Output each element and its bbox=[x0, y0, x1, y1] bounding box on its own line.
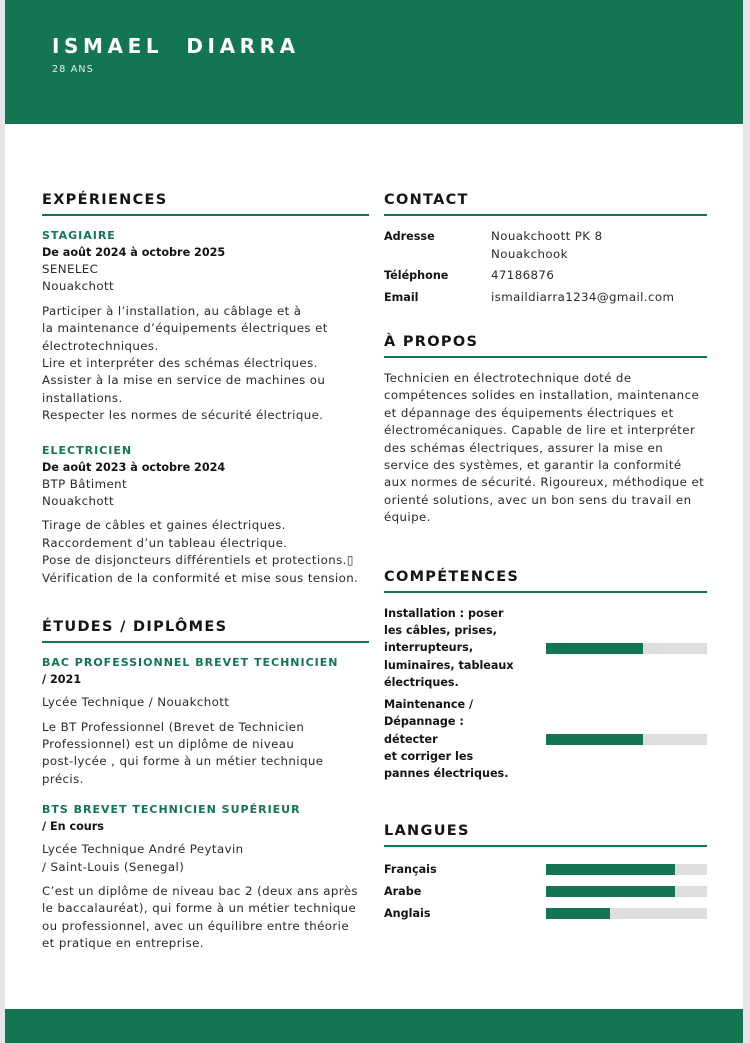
section-title: CONTACT bbox=[384, 190, 707, 216]
language-level-bar bbox=[546, 908, 707, 919]
language-level-fill bbox=[546, 886, 675, 897]
resume-page bbox=[5, 0, 743, 1043]
contact-label: Téléphone bbox=[384, 269, 449, 282]
place-line: Lycée Technique André Peytavin bbox=[42, 842, 244, 857]
contact-value bbox=[491, 267, 554, 285]
contact-value-line: 47186876 bbox=[491, 268, 555, 282]
degree-description bbox=[42, 719, 369, 789]
skill-label-line: les câbles, prises, bbox=[384, 624, 497, 638]
about-line: électromécaniques. Capable de lire et interpréter bbox=[384, 423, 696, 438]
job-company: SENELEC bbox=[42, 262, 99, 276]
description-line: Le BT Professionnel (Brevet de Technicien bbox=[42, 719, 305, 734]
job-role: STAGIAIRE bbox=[42, 229, 116, 242]
language-label: Anglais bbox=[384, 907, 431, 921]
degree-title: BTS BREVET TECHNICIEN SUPÉRIEUR bbox=[42, 803, 301, 817]
job-dates: De août 2024 à octobre 2025 bbox=[42, 246, 226, 259]
skill-level-fill bbox=[546, 643, 643, 654]
description-line: Vérification de la conformité et mise sous tension. bbox=[42, 570, 359, 585]
description-line: C’est un diplôme de niveau bac 2 (deux ans après bbox=[42, 883, 358, 898]
language-label: Français bbox=[384, 863, 437, 877]
language-item bbox=[384, 903, 707, 925]
degree-description bbox=[42, 883, 369, 953]
description-line: Pose de disjoncteurs différentiels et protections.▯ bbox=[42, 553, 354, 568]
education-item bbox=[42, 655, 369, 788]
job-city: Nouakchott bbox=[42, 494, 115, 509]
skill-level-fill bbox=[546, 734, 643, 745]
contact-row-téléphone bbox=[384, 267, 707, 285]
skill-label-line: luminaires, tableaux bbox=[384, 658, 514, 672]
description-line: électrotechniques. bbox=[42, 338, 159, 353]
about-section bbox=[384, 332, 707, 527]
degree-year: / 2021 bbox=[42, 673, 82, 687]
education-section bbox=[42, 617, 369, 952]
section-title: COMPÉTENCES bbox=[384, 567, 707, 593]
description-line: Respecter les normes de sécurité électrique. bbox=[42, 408, 324, 423]
about-line: Technicien en électrotechnique doté de bbox=[384, 371, 632, 385]
experience-item bbox=[42, 228, 369, 425]
contact-value-line: Nouakchoott PK 8 bbox=[491, 229, 603, 243]
contact-value[interactable] bbox=[491, 289, 674, 307]
skill-item bbox=[384, 605, 707, 692]
section-title: À PROPOS bbox=[384, 332, 707, 358]
description-line: installations. bbox=[42, 390, 123, 405]
right-column bbox=[384, 190, 707, 955]
degree-title: BAC PROFESSIONNEL BREVET TECHNICIEN bbox=[42, 656, 339, 670]
school-place bbox=[42, 841, 369, 876]
job-description bbox=[42, 303, 369, 425]
about-line: et dépannage des équipements électriques et bbox=[384, 405, 674, 420]
about-line: aux normes de sécurité. Rigoureux, méthodique et bbox=[384, 475, 705, 490]
skill-level-bar bbox=[546, 734, 707, 745]
description-line: et pratique en entreprise. bbox=[42, 936, 204, 951]
skill-label-line: Maintenance / bbox=[384, 697, 474, 711]
languages-section bbox=[384, 821, 707, 925]
description-line: Assister à la mise en service de machines ou bbox=[42, 373, 326, 388]
description-line: Tirage de câbles et gaines électriques. bbox=[42, 518, 286, 533]
description-line: Raccordement d’un tableau électrique. bbox=[42, 535, 288, 550]
place-line: Lycée Technique / Nouakchott bbox=[42, 695, 230, 710]
candidate-age: 28 ANS bbox=[52, 64, 94, 75]
language-label: Arabe bbox=[384, 885, 422, 899]
skill-label-line: et corriger les bbox=[384, 749, 474, 763]
skill-label bbox=[384, 605, 514, 692]
skill-level-bar bbox=[546, 643, 707, 654]
experience-item bbox=[42, 443, 369, 587]
language-level-fill bbox=[546, 864, 675, 875]
job-description bbox=[42, 517, 369, 587]
section-title: ÉTUDES / DIPLÔMES bbox=[42, 617, 369, 643]
about-text bbox=[384, 370, 707, 527]
language-level-fill bbox=[546, 908, 610, 919]
contact-row-email bbox=[384, 289, 707, 307]
skill-item bbox=[384, 696, 707, 783]
description-line: précis. bbox=[42, 771, 84, 786]
description-line: Lire et interpréter des schémas électriques. bbox=[42, 356, 318, 371]
description-line: Professionnel) est un diplôme de niveau bbox=[42, 736, 295, 751]
contact-row-adresse bbox=[384, 228, 707, 263]
skills-section bbox=[384, 567, 707, 783]
description-line: la maintenance d’équipements électriques et bbox=[42, 321, 328, 336]
description-line: Participer à l’installation, au câblage et à bbox=[42, 303, 302, 318]
about-line: équipe. bbox=[384, 510, 431, 525]
job-city: Nouakchott bbox=[42, 279, 115, 294]
header-banner bbox=[5, 0, 743, 124]
language-level-bar bbox=[546, 886, 707, 897]
about-line: service des systèmes, et garantir la conformité bbox=[384, 458, 682, 473]
education-item bbox=[42, 802, 369, 952]
job-company: BTP Bâtiment bbox=[42, 476, 128, 491]
school-place bbox=[42, 694, 369, 711]
degree-year: / En cours bbox=[42, 820, 104, 834]
contact-label: Email bbox=[384, 290, 419, 304]
description-line: post-lycée , qui forme à un métier technique bbox=[42, 754, 324, 769]
skill-label-line: pannes électriques. bbox=[384, 767, 509, 781]
job-role: ELECTRICIEN bbox=[42, 443, 133, 457]
job-dates: De août 2023 à octobre 2024 bbox=[42, 460, 226, 474]
about-line: des schémas électriques, assurer la mise en bbox=[384, 440, 664, 455]
contact-label: Adresse bbox=[384, 230, 435, 243]
language-level-bar bbox=[546, 864, 707, 875]
skill-label-line: Installation : poser bbox=[384, 606, 504, 620]
skill-label-line: électriques. bbox=[384, 676, 459, 690]
contact-value bbox=[491, 228, 602, 263]
skill-label bbox=[384, 696, 514, 783]
candidate-name: ISMAEL DIARRA bbox=[52, 34, 300, 58]
section-title: EXPÉRIENCES bbox=[42, 190, 369, 216]
place-line: / Saint-Louis (Senegal) bbox=[42, 859, 185, 874]
description-line: le baccalauréat), qui forme à un métier technique bbox=[42, 901, 357, 916]
contact-section bbox=[384, 190, 707, 306]
description-line: ou professionnel, avec un équilibre entre théorie bbox=[42, 918, 349, 933]
about-line: orienté solutions, avec un bon sens du travail en bbox=[384, 492, 692, 507]
contact-value-line: ismaildiarra1234@gmail.com bbox=[491, 289, 675, 304]
language-item bbox=[384, 859, 707, 881]
footer-banner bbox=[5, 1009, 743, 1043]
skill-label-line: Dépannage : détecter bbox=[384, 715, 464, 746]
contact-value-line: Nouakchook bbox=[491, 246, 568, 261]
section-title: LANGUES bbox=[384, 821, 707, 847]
language-item bbox=[384, 881, 707, 903]
left-column bbox=[42, 190, 369, 983]
about-line: compétences solides en installation, maintenance bbox=[384, 388, 700, 403]
skill-label-line: interrupteurs, bbox=[384, 641, 474, 655]
experiences-section bbox=[42, 190, 369, 587]
